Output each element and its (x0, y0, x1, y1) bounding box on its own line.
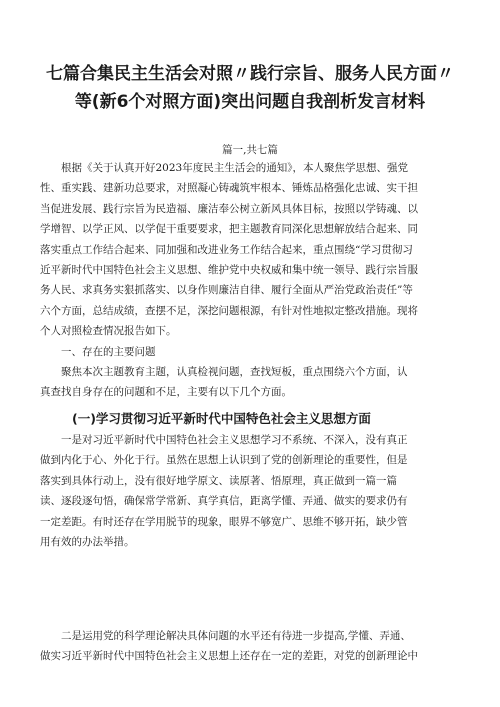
paragraph-point-two (40, 626, 466, 667)
paragraph-line: 落实重点工作结合起来、同加强和改进业务工作结合起来，重点围绕“学习贯彻习 (40, 243, 413, 256)
paragraph-line: 落实到具体行动上，没有很好地学原文、读原著、悟原理，真正做到一篇一篇 (40, 474, 397, 487)
document-title-line-1: 七篇合集民主生活会对照〃践行宗旨、服务人民方面〃 (46, 64, 454, 84)
paragraph-line: 当促进发展、践行宗旨为民造福、廉洁奉公树立新风具体目标，按照以学铸魂、以 (40, 202, 418, 215)
paragraph-line: 真查找自身存在的问题和不足，主要有以下几个方面。 (40, 386, 292, 399)
section-heading-problems (40, 342, 466, 362)
paragraph-line: 读、逐段逐句悟，确保常学常新、真学真信，距离学懂、弄通、做实的要求仍有 (40, 495, 408, 508)
paragraph-line: 个人对照检查情况报告如下。 (40, 325, 177, 338)
paragraph-line: 近平新时代中国特色社会主义思想、维护党中央权威和集中统一领导、践行宗旨服 (40, 264, 418, 277)
subheading-study-thought: (一)学习贯彻习近平新时代中国特色社会主义思想方面 (72, 411, 371, 426)
paragraph-line: 做到内化于心、外化于行。虽然在思想上认识到了党的创新理论的重要性，但是 (40, 454, 408, 467)
paragraph-line: 六个方面，总结成绩，查摆不足，深挖问题根源，有针对性地拟定整改措施。现将 (40, 304, 418, 317)
paragraph-line: 做实习近平新时代中国特色社会主义思想上还存在一定的差距，对党的创新理论中 (40, 650, 418, 663)
paragraph-line: 性、重实践、建新功总要求，对照凝心铸魂筑牢根本、锤炼品格强化忠诚、实干担 (40, 182, 418, 195)
paragraph-line: 一是对习近平新时代中国特色社会主义思想学习不系统、不深入，没有真正 (61, 434, 408, 446)
paragraph-line: 务人民、求真务实狠抓落实、以身作则廉洁自律、履行全面从严治党政治责任”等 (40, 284, 413, 297)
paragraph-point-one (40, 430, 466, 552)
paragraph-line: 聚焦本次主题教育主题，认真检视问题，查找短板，重点围绕六个方面，认 (61, 366, 408, 378)
paragraph-line: 一定差距。有时还存在学用脱节的现象，眼界不够宽广、思维不够开拓，缺少管 (40, 515, 408, 528)
paragraph-intro (40, 158, 466, 342)
paragraph-focus (40, 362, 466, 403)
paragraph-line: 用有效的办法举措。 (40, 536, 135, 549)
paragraph-line: 根据《关于认真开好2023年度民主生活会的通知》，本人聚焦学思想、强党 (61, 162, 408, 174)
section-heading-text: 一、存在的主要问题 (61, 346, 156, 358)
document-title-line-2: 等(新6个对照方面)突出问题自我剖析发言材料 (74, 92, 426, 112)
paragraph-line: 二是运用党的科学理论解决具体问题的水平还有待进一步提高,学懂、弄通、 (61, 630, 411, 642)
paragraph-line: 学增智、以学正风、以学促干重要要求，把主题教育同深化思想解放结合起来、同 (40, 223, 418, 236)
document-subtitle: 篇一,共七篇 (222, 144, 278, 156)
